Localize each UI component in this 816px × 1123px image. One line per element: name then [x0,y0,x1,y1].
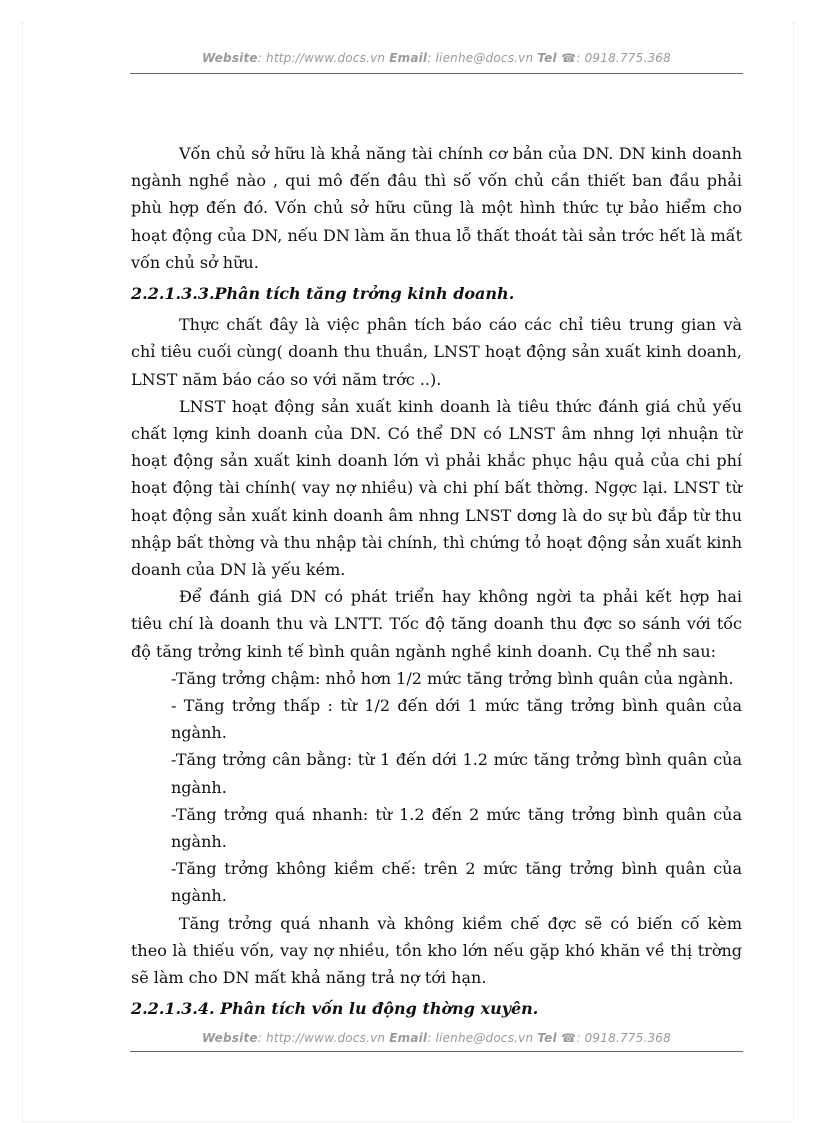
paragraph-evaluation: Để đánh giá DN có phát triển hay không ngời ta phải kết hợp hai tiêu chí là doanh thu và LNTT. Tốc độ tăng doanh thu đợc so sánh với tốc độ tăng trởng kinh tế bình quân ngành nghề kinh doanh. Cụ thể nh sau: [131,587,742,661]
header-tel-value: : 0918.775.368 [576,51,671,65]
section-heading-working-capital: 2.2.1.3.4. Phân tích vốn lu động thờng xuyên. [131,999,539,1019]
list-item: -Tăng trởng cân bằng: từ 1 đến dới 1.2 mức tăng trởng bình quân của ngành. [171,750,742,797]
paragraph-growth-essence: Thực chất đây là việc phân tích báo cáo các chỉ tiêu trung gian và chỉ tiêu cuối cùng( doanh thu thuần, LNST hoạt động sản xuất kinh doanh, LNST năm báo cáo so với năm trớc ..). [131,315,742,389]
page-header [130,51,743,74]
list-item: -Tăng trởng không kiềm chế: trên 2 mức tăng trởng bình quân của ngành. [171,859,742,906]
document-body [131,140,742,1023]
list-item: - Tăng trởng thấp : từ 1/2 đến dới 1 mức tăng trởng bình quân của ngành. [171,696,742,743]
page-bottom-edge [22,1121,794,1122]
header-website-url: : http://www.docs.vn [257,51,386,65]
paragraph-lnst: LNST hoạt động sản xuất kinh doanh là tiêu thức đánh giá chủ yếu chất lợng kinh doanh của DN. Có thể DN có LNST âm nhng lợi nhuận từ hoạt động sản xuất kinh doanh lớn vì phải khắc phục hậu quả của chi phí hoạt động tài chính( vay nợ nhiều) và chi phí bất thờng. Ngợc lại. LNST từ hoạt động sản xuất kinh doanh âm nhng LNST dơng là do sự bù đắp từ thu nhập bất thờng và thu nhập tài chính, thì chứng tỏ hoạt động sản xuất kinh doanh của DN là yếu kém. [131,396,742,580]
section-heading-growth: 2.2.1.3.3.Phân tích tăng trởng kinh doanh. [131,284,515,304]
paragraph-rapid-growth: Tăng trởng quá nhanh và không kiềm chế đợc sẽ có biến cố kèm theo là thiếu vốn, vay nợ nhiều, tồn kho lớn nếu gặp khó khăn về thị trờng sẽ làm cho DN mất khả năng trả nợ tới hạn. [131,913,742,988]
footer-email-label: Email [389,1031,428,1045]
header-website-label: Website [202,51,258,65]
paragraph-equity: Vốn chủ sở hữu là khả năng tài chính cơ bản của DN. DN kinh doanh ngành nghề nào , qui mô đến đâu thì số vốn chủ cần thiết ban đầu phải phù hợp đến đó. Vốn chủ sở hữu cũng là một hình thức tự bảo hiểm cho hoạt động của DN, nếu DN làm ăn thua lỗ thất thoát tài sản trớc hết là mất vốn chủ sở hữu. [131,144,742,272]
header-email-value: : lienhe@docs.vn [427,51,534,65]
footer-email-value: : lienhe@docs.vn [427,1031,534,1045]
page-footer [130,1031,743,1052]
footer-tel-label: Tel ☎ [537,1031,577,1045]
footer-website-url: : http://www.docs.vn [257,1031,386,1045]
footer-website-label: Website [202,1031,258,1045]
header-email-label: Email [389,51,428,65]
list-item: -Tăng trởng chậm: nhỏ hơn 1/2 mức tăng trởng bình quân của ngành. [171,668,734,688]
footer-tel-value: : 0918.775.368 [576,1031,671,1045]
list-item: -Tăng trởng quá nhanh: từ 1.2 đến 2 mức tăng trởng bình quân của ngành. [171,804,742,852]
header-tel-label: Tel ☎ [537,51,577,65]
